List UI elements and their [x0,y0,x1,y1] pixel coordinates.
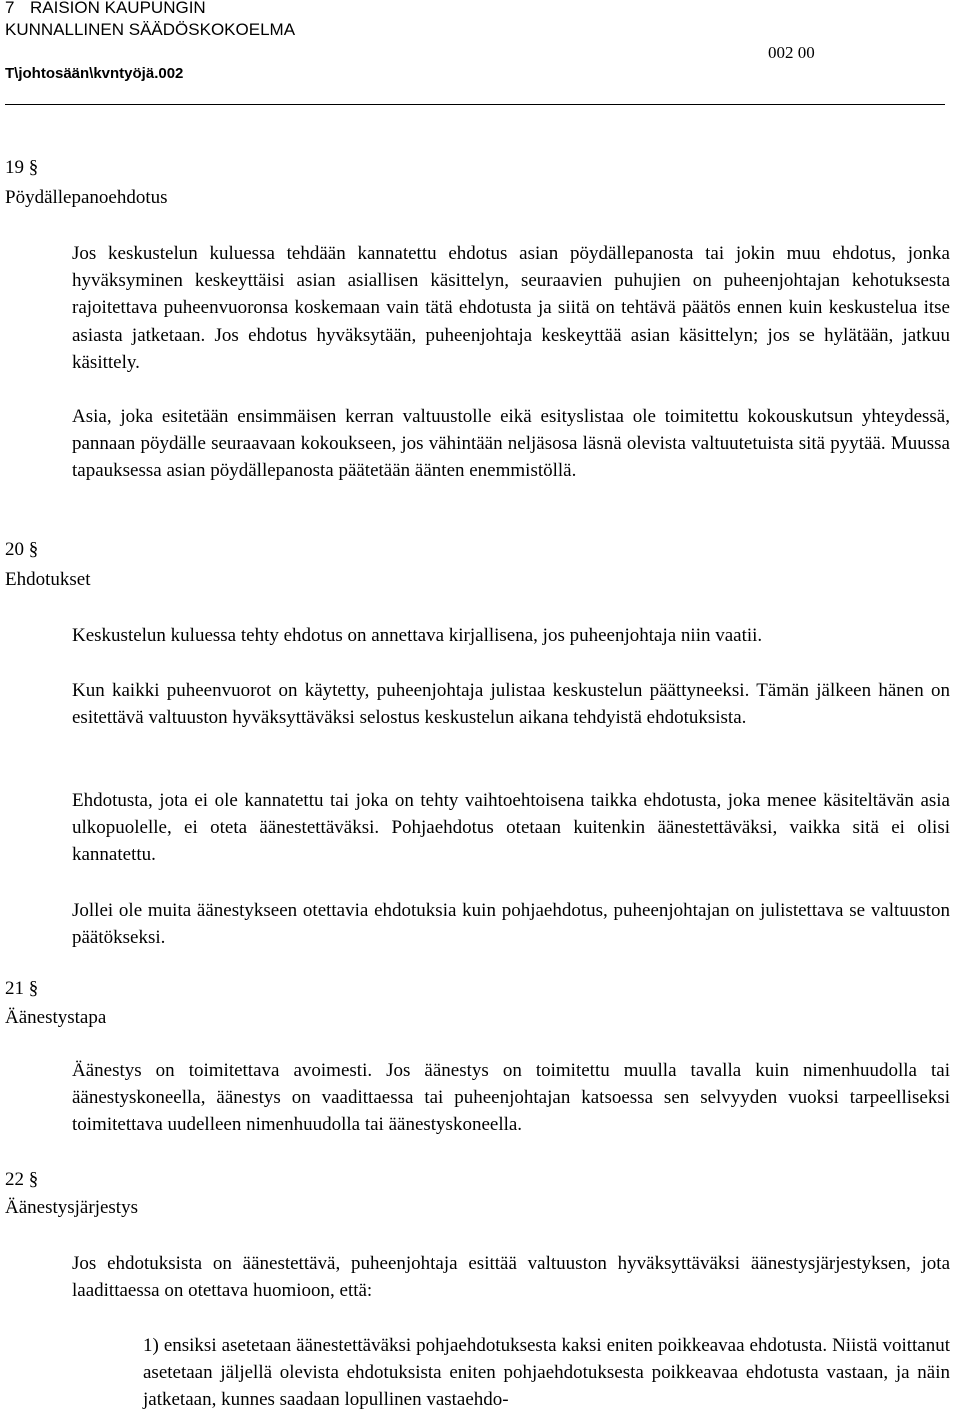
section-title: Ehdotukset [5,569,91,590]
paragraph: Ehdotusta, jota ei ole kannatettu tai joka on tehty vaihtoehtoisena taikka ehdotusta, joka menee käsiteltävän asia ulkopuolelle, ei oteta äänestettäväksi. Pohjaehdotus otetaan kuitenkin äänestettäväksi, vaikka sitä ei olisi kannatettu. [72,790,950,866]
document-code: 002 00 [768,43,815,62]
section-number: 20 § [5,539,39,560]
page-number: 7 [5,0,15,17]
section-number: 22 § [5,1169,39,1190]
paragraph: Jos keskustelun kuluessa tehdään kannatettu ehdotus asian pöydällepanosta tai jokin muu ehdotus, jonka hyväksyminen keskeyttäisi asian asiallisen käsittelyn, seuraavien puhujien on puheenjohtajan kehotuksesta rajoitettava puheenvuoronsa koskemaan vain tätä ehdotusta ja siitä on tehtävä päätös ennen kuin keskustelua itse asiasta jatketaan. Jos ehdotus hyväksytään, puheenjohtaja keskeyttää asian käsittelyn; jos se hylätään, jatkuu käsittely. [72,243,950,373]
paragraph: Jos ehdotuksista on äänestettävä, puheenjohtaja esittää valtuuston hyväksyttäväksi äänestysjärjestyksen, jota laadittaessa on otettava huomioon, että: [72,1253,950,1302]
paragraph: Asia, joka esitetään ensimmäisen kerran valtuustolle eikä esityslistaa ole toimitettu kokouskutsun yhteydessä, pannaan pöydälle seuraavaan kokoukseen, jos vähintään neljäsosa läsnä olevista valtuutetuista sitä pyytää. Muussa tapauksessa asian pöydällepanosta päätetään äänten enemmistöllä. [72,406,950,482]
section-title: Äänestystapa [5,1007,107,1028]
file-path: T\johtosään\kvntyöjä.002 [5,65,184,82]
paragraph: Keskustelun kuluessa tehty ehdotus on annettava kirjallisena, jos puheenjohtaja niin vaatii. [72,625,763,646]
section-title: Pöydällepanoehdotus [5,187,168,208]
collection-name: KUNNALLINEN SÄÄDÖSKOKOELMA [5,20,296,39]
list-item: 1) ensiksi asetetaan äänestettäväksi pohjaehdotuksesta kaksi eniten poikkeavaa ehdotusta. Niistä voittanut asetetaan jäljellä olevista ehdotuksista eniten pohjaehdotuksesta poikkeavaa ehdotusta vastaan, ja näin jatketaan, kunnes saadaan lopullinen vastaehdo- [143,1335,950,1411]
paragraph: Kun kaikki puheenvuorot on käytetty, puheenjohtaja julistaa keskustelun päättyneeksi. Tämän jälkeen hänen on esitettävä valtuuston hyväksyttäväksi selostus keskustelun aikana tehdyistä ehdotuksista. [72,680,950,729]
city-name: RAISION KAUPUNGIN [30,0,206,17]
section-number: 19 § [5,157,39,178]
header-divider [5,104,945,105]
paragraph: Äänestys on toimitettava avoimesti. Jos äänestys on toimitettu muulla tavalla kuin nimenhuudolla tai äänestyskoneella, äänestys on vaadittaessa tai puheenjohtajan katsoessa sen selvyyden vuoksi tarpeelliseksi toimitettava uudelleen nimenhuudolla tai äänestyskoneella. [72,1060,950,1136]
paragraph: Jollei ole muita äänestykseen otettavia ehdotuksia kuin pohjaehdotus, puheenjohtajan on julistettava se valtuuston päätökseksi. [72,900,950,949]
section-title: Äänestysjärjestys [5,1197,138,1218]
section-number: 21 § [5,978,39,999]
